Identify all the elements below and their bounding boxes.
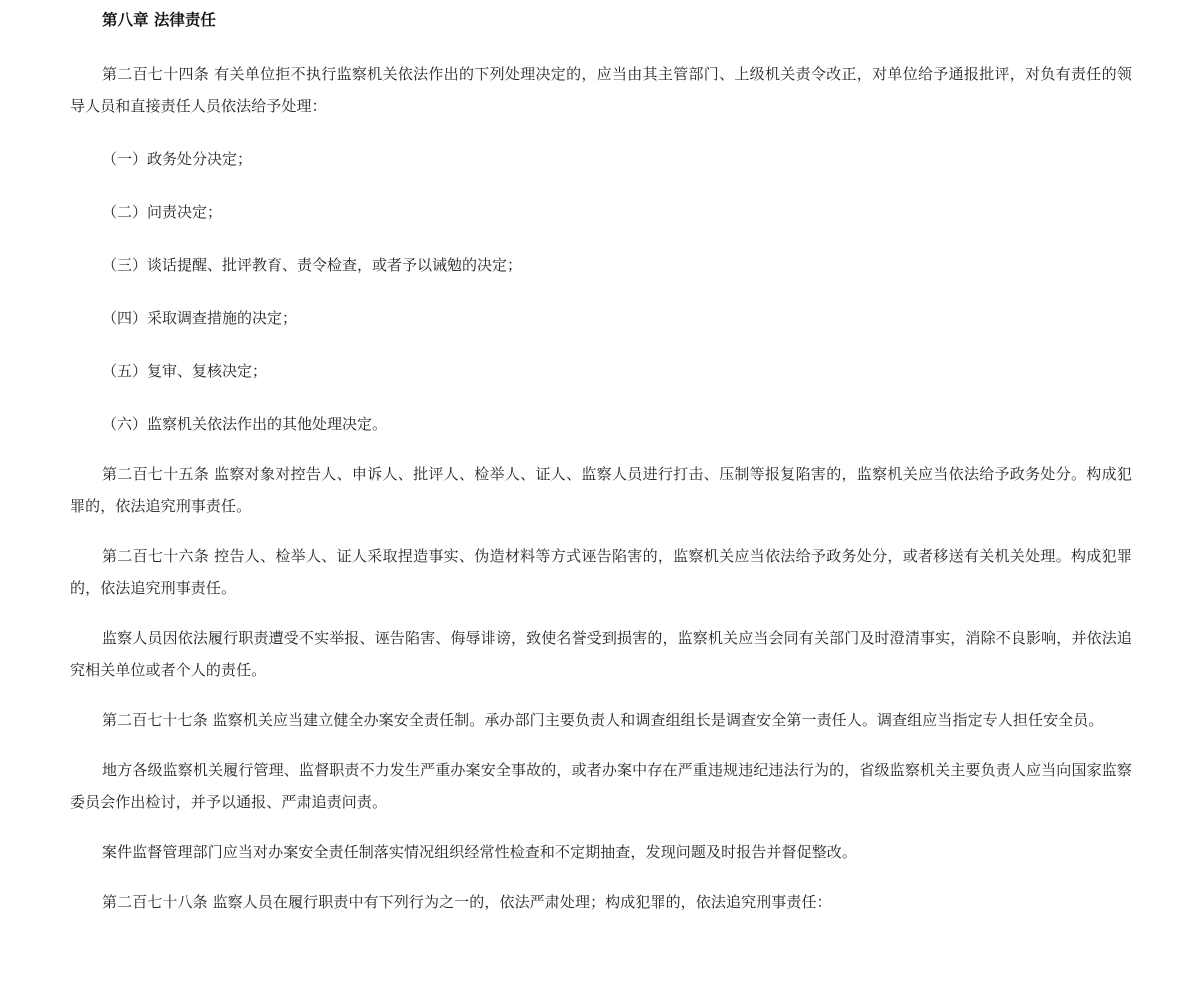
article-276-supplement: 监察人员因依法履行职责遭受不实举报、诬告陷害、侮辱诽谤，致使名誉受到损害的，监察机关应当会同有关部门及时澄清事实，消除不良影响，并依法追究相关单位或者个人的责任。 [70, 629, 1132, 679]
document-body [70, 4, 1132, 918]
list-item-6: （六）监察机关依法作出的其他处理决定。 [102, 415, 388, 433]
article-276: 第二百七十六条 控告人、检举人、证人采取捏造事实、伪造材料等方式诬告陷害的，监察机关应当依法给予政务处分，或者移送有关机关处理。构成犯罪的，依法追究刑事责任。 [70, 547, 1132, 597]
article-278: 第二百七十八条 监察人员在履行职责中有下列行为之一的，依法严肃处理；构成犯罪的，依法追究刑事责任： [102, 893, 832, 911]
list-item-3: （三）谈话提醒、批评教育、责令检查，或者予以诫勉的决定； [102, 256, 523, 274]
list-item-4: （四）采取调查措施的决定； [102, 309, 298, 327]
list-item-5: （五）复审、复核决定； [102, 362, 268, 380]
article-277-paragraph-3: 案件监督管理部门应当对办案安全责任制落实情况组织经常性检查和不定期抽查，发现问题及时报告并督促整改。 [102, 843, 858, 861]
chapter-heading: 第八章 法律责任 [102, 11, 216, 29]
list-item-1: （一）政务处分决定； [102, 150, 253, 168]
article-277-paragraph-2: 地方各级监察机关履行管理、监督职责不力发生严重办案安全事故的，或者办案中存在严重违规违纪违法行为的，省级监察机关主要负责人应当向国家监察委员会作出检讨，并予以通报、严肃追责问责。 [70, 761, 1132, 811]
list-item-2: （二）问责决定； [102, 203, 223, 221]
article-274: 第二百七十四条 有关单位拒不执行监察机关依法作出的下列处理决定的，应当由其主管部门、上级机关责令改正，对单位给予通报批评，对负有责任的领导人员和直接责任人员依法给予处理： [70, 65, 1132, 115]
article-275: 第二百七十五条 监察对象对控告人、申诉人、批评人、检举人、证人、监察人员进行打击、压制等报复陷害的，监察机关应当依法给予政务处分。构成犯罪的，依法追究刑事责任。 [70, 465, 1132, 515]
article-277: 第二百七十七条 监察机关应当建立健全办案安全责任制。承办部门主要负责人和调查组组长是调查安全第一责任人。调查组应当指定专人担任安全员。 [102, 711, 1104, 729]
